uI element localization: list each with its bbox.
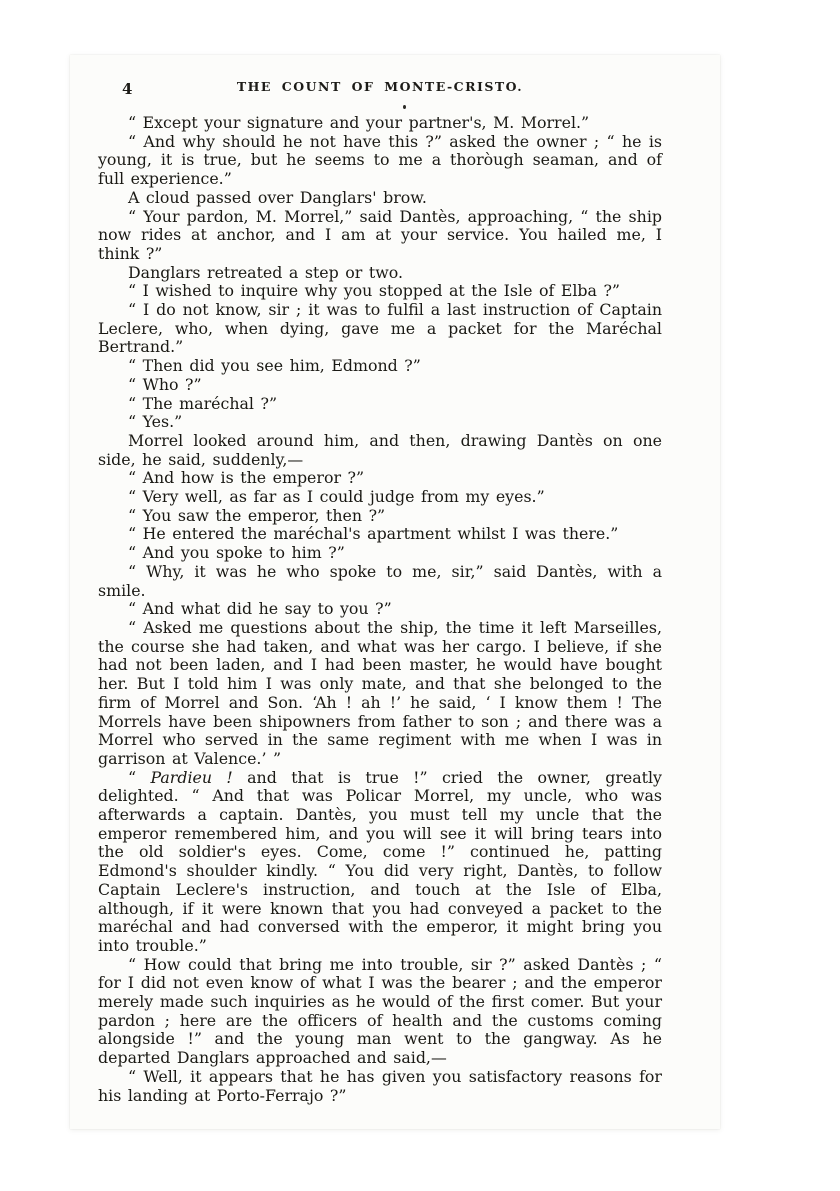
paragraph: “ Why, it was he who spoke to me, sir,” said Dantès, with a smile. [98,561,662,600]
paragraph: “ Your pardon, M. Morrel,” said Dantès, approaching, “ the ship now rides at anchor, and I am at your service. You hailed me, I think ?” [98,206,662,263]
paragraph: Danglars retreated a step or two. [128,262,403,282]
paragraph-text: and that is true !” cried the owner, greatly delighted. “ And that was Policar Morrel, my uncle, who was afterwards a captain. Dantès, you must tell my uncle that the emperor remembered him, and you will see it will bring tears into the old soldier's eyes. Come, come !” continued he, patting Edmond's shoulder kindly. “ You did very right, Dantès, to follow Captain Leclere's instruction, and touch at the Isle of Elba, although, if it were known that you had conveyed a packet to the maréchal and had conversed with the emperor, it might bring you into trouble.” [98,767,662,955]
paragraph: “ You saw the emperor, then ?” [128,505,386,525]
paragraph: “ How could that bring me into trouble, sir ?” asked Dantès ; “ for I did not even know of what I was the bearer ; and the emperor merely made such inquiries as he would of the first comer. But your pardon ; here are the officers of health and the customs coming alongside !” and the young man went to the gangway. As he departed Danglars approached and said,— [98,954,662,1068]
paragraph: “ Who ?” [128,374,202,394]
paragraph: “ Very well, as far as I could judge from my eyes.” [128,487,545,507]
paragraph: “ And why should he not have this ?” asked the owner ; “ he is young, it is true, but he seems to me a thoròugh seaman, and of full experience.” [98,131,662,189]
paragraph: “ The maréchal ?” [128,393,278,413]
paragraph: “ Then did you see him, Edmond ?” [128,356,421,376]
paragraph: “ Asked me questions about the ship, the time it left Marseilles, the course she had taken, and what was her cargo. I believe, if she had not been laden, and I had been master, he would have bought her. But I told him I was only mate, and that she belonged to the firm of Morrel and Son. ‘Ah ! ah !’ he said, ‘ I know them ! The Morrels have been shipowners from father to son ; and there was a Morrel who served in the same regiment with me when I was in garrison at Valence.’ ” [98,617,662,768]
paragraph: “ And how is the emperor ?” [128,468,365,488]
paragraph: “ And you spoke to him ?” [128,543,345,563]
page-header [98,79,662,96]
paragraph: “ And what did he say to you ?” [128,599,392,619]
paragraph: “ He entered the maréchal's apartment whilst I was there.” [128,524,619,544]
paragraph: Morrel looked around him, and then, drawing Dantès on one side, he said, suddenly,— [98,430,662,469]
paragraph-text: “ [128,767,151,787]
paragraph: “ I wished to inquire why you stopped at the Isle of Elba ?” [128,281,621,301]
paragraph: “ Yes.” [128,412,183,432]
page-number: 4 [122,80,133,98]
paragraph: A cloud passed over Danglars' brow. [128,187,427,207]
italic-phrase: Pardieu ! [150,767,233,787]
ink-speck-artifact [403,105,406,109]
book-page [70,55,720,1129]
paragraph: “ Except your signature and your partner's, M. Morrel.” [128,113,590,132]
page-body-text [98,114,662,1105]
paragraph: “ Well, it appears that he has given you satisfactory reasons for his landing at Porto-Ferrajo ?” [98,1066,662,1105]
paragraph [98,769,662,956]
running-header-title: THE COUNT OF MONTE-CRISTO. [236,79,524,94]
paragraph: “ I do not know, sir ; it was to fulfil a last instruction of Captain Leclere, who, when dying, gave me a packet for the Maréchal Bertrand.” [98,300,662,357]
